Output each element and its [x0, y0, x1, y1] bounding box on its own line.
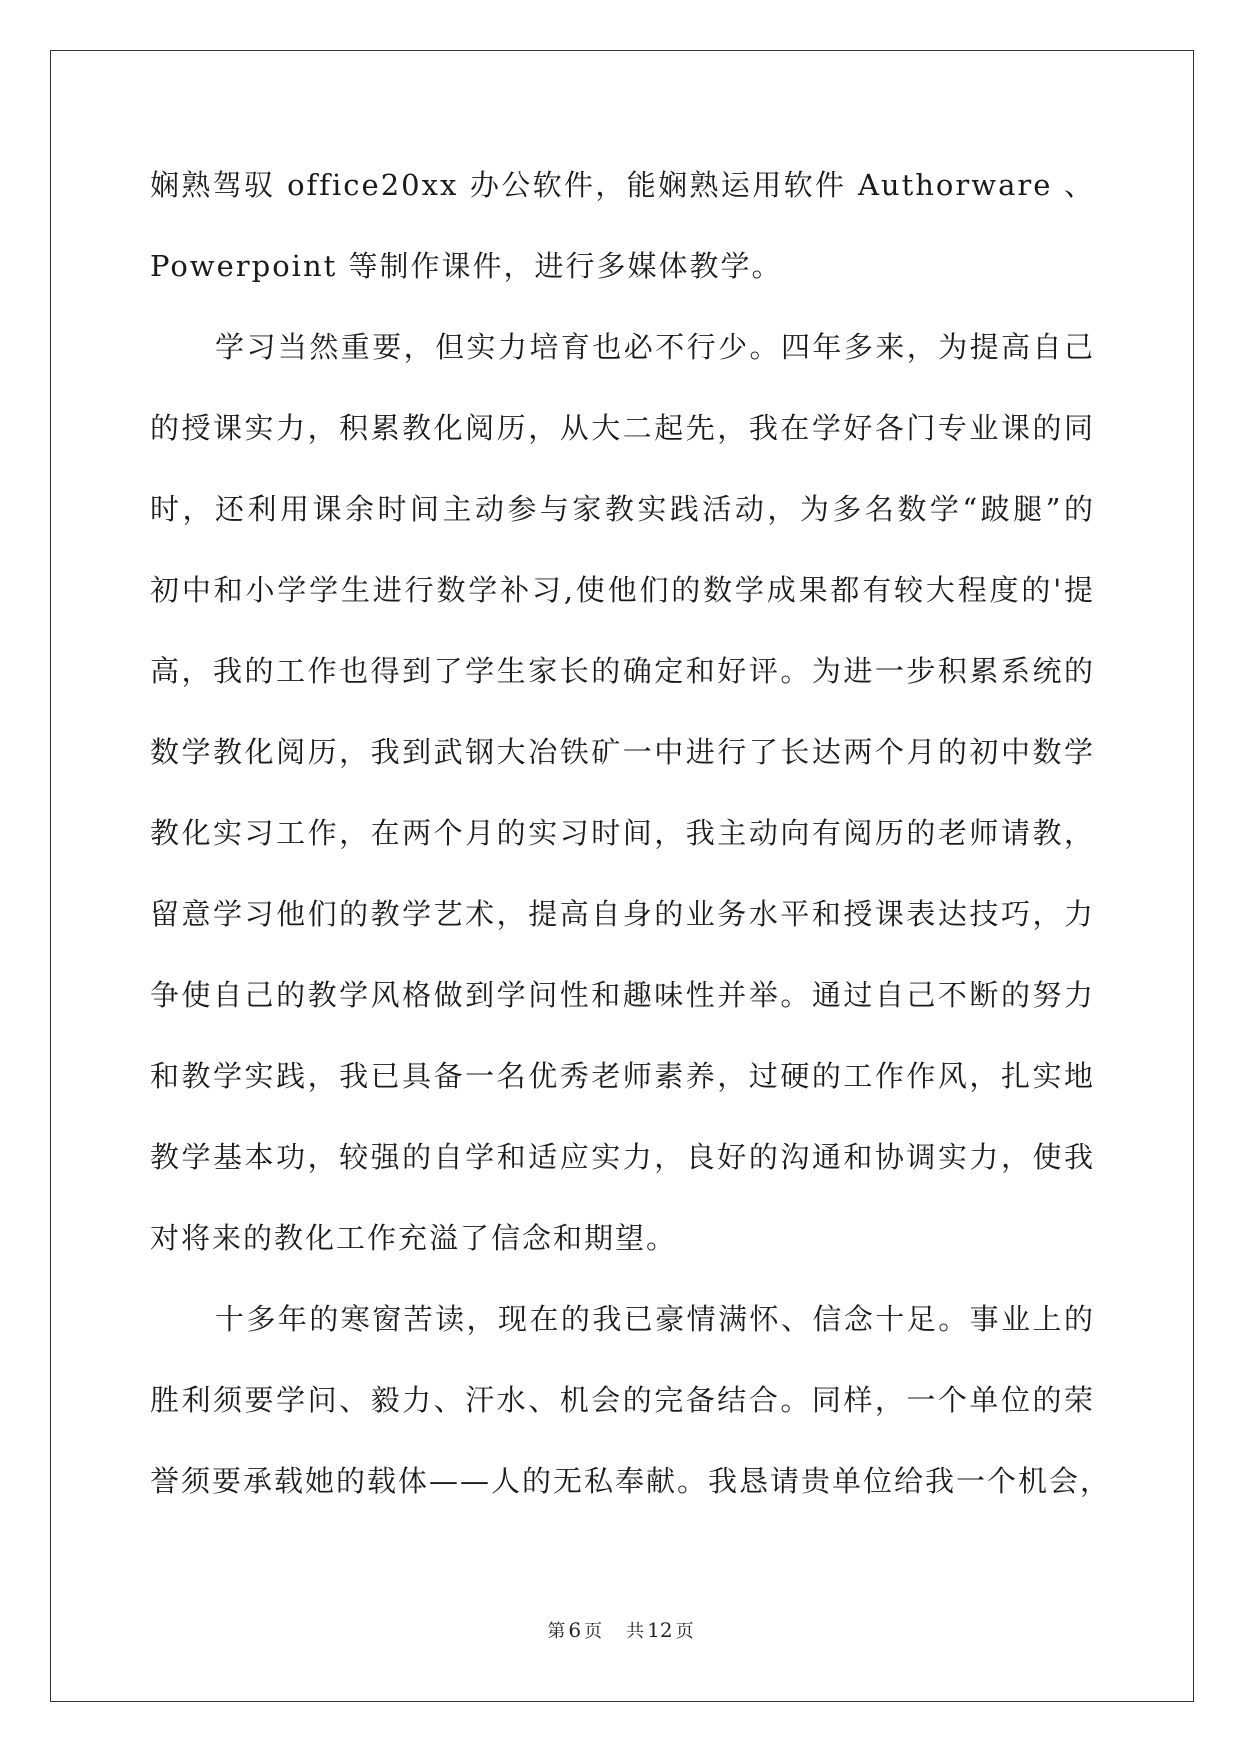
- page-current: 6: [568, 1618, 582, 1642]
- text-line: 初中和小学学生进行数学补习,使他们的数学成果都有较大程度的'提: [150, 573, 1095, 607]
- page-suffix: 页: [584, 1621, 603, 1642]
- total-suffix: 页: [675, 1621, 694, 1642]
- text-line: Powerpoint 等制作课件，进行多媒体教学。: [150, 249, 783, 283]
- document-body: [150, 159, 1112, 1536]
- page-footer: [0, 1617, 1241, 1643]
- text-line: 胜利须要学问、毅力、汗水、机会的完备结合。同样，一个单位的荣: [150, 1383, 1095, 1417]
- page-prefix: 第: [547, 1621, 566, 1642]
- text-line: 数学教化阅历，我到武钢大冶铁矿一中进行了长达两个月的初中数学: [150, 735, 1095, 769]
- text-line: 十多年的寒窗苦读，现在的我已豪情满怀、信念十足。事业上的: [215, 1302, 1095, 1336]
- text-line: 高，我的工作也得到了学生家长的确定和好评。为进一步积累系统的: [150, 654, 1095, 688]
- text-line: 教学基本功，较强的自学和适应实力，良好的沟通和协调实力，使我: [150, 1140, 1095, 1174]
- text-line: 学习当然重要，但实力培育也必不行少。四年多来，为提高自己: [215, 330, 1095, 364]
- text-line: 对将来的教化工作充溢了信念和期望。: [150, 1221, 678, 1255]
- total-prefix: 共: [626, 1621, 645, 1642]
- text-line: 誉须要承载她的载体——人的无私奉献。我恳请贵单位给我一个机会，: [150, 1464, 1112, 1498]
- text-line: 教化实习工作，在两个月的实习时间，我主动向有阅历的老师请教，: [150, 816, 1095, 850]
- text-line: 留意学习他们的教学艺术，提高自身的业务水平和授课表达技巧，力: [150, 897, 1095, 931]
- text-line: 和教学实践，我已具备一名优秀老师素养，过硬的工作作风，扎实地: [150, 1059, 1095, 1093]
- text-line: 时，还利用课余时间主动参与家教实践活动，为多名数学“跛腿”的: [150, 492, 1095, 526]
- text-line: 娴熟驾驭 office20xx 办公软件，能娴熟运用软件 Authorware 、: [150, 168, 1095, 202]
- text-line: 争使自己的教学风格做到学问性和趣味性并举。通过自己不断的努力: [150, 978, 1095, 1012]
- text-line: 的授课实力，积累教化阅历，从大二起先，我在学好各门专业课的同: [150, 411, 1095, 445]
- page-total: 12: [647, 1618, 673, 1642]
